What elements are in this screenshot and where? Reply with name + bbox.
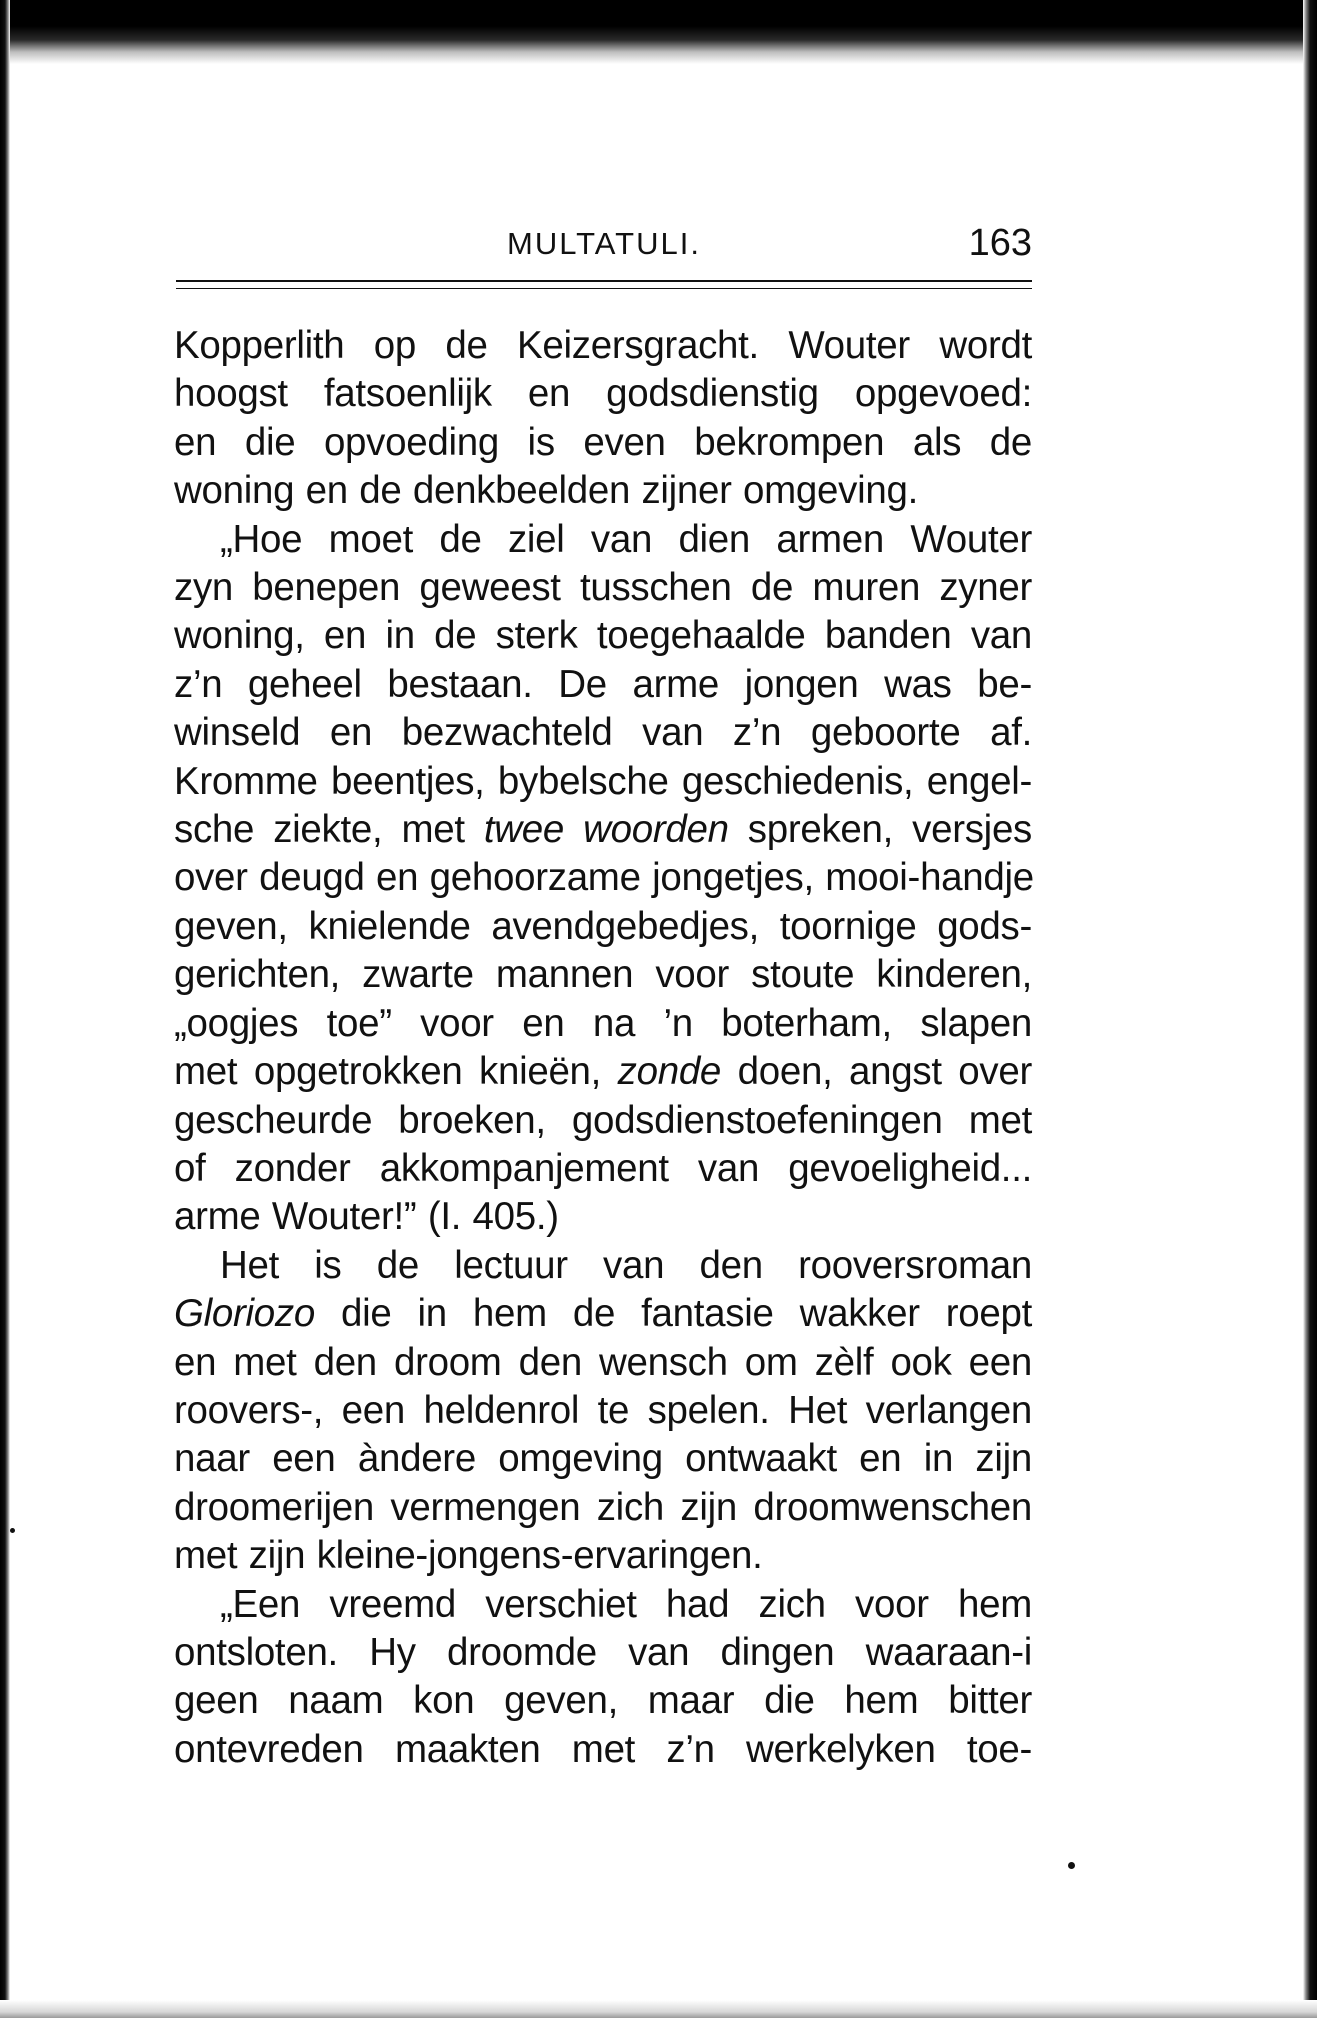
header-title: MULTATULI.	[507, 226, 701, 261]
text-line: zyn benepen geweest tusschen de muren zyner	[174, 566, 1032, 610]
page-number: 163	[968, 222, 1032, 264]
text-segment: die in hem de fantasie wakker roept	[314, 1292, 1032, 1336]
text-line: arme Wouter!” (I. 405.)	[174, 1195, 559, 1239]
text-line: over deugd en gehoorzame jongetjes, mooi-handje	[174, 856, 1034, 900]
paragraph-3	[174, 1242, 1032, 1581]
ink-speck	[1068, 1862, 1075, 1869]
text-line: met zijn kleine-jongens-ervaringen.	[174, 1534, 763, 1578]
italic-title: Gloriozo	[174, 1292, 315, 1336]
text-line: geen naam kon geven, maar die hem bitter	[174, 1679, 1032, 1723]
ink-speck	[10, 1528, 15, 1533]
text-line	[174, 806, 1032, 854]
scan-border-left	[0, 0, 10, 2018]
text-line: gescheurde broeken, godsdienstoefeningen met	[174, 1098, 1032, 1142]
text-line	[174, 1048, 1032, 1096]
paragraph-2	[174, 516, 1032, 1242]
text-line: „oogjes toe” voor en na ’n boterham, slapen	[174, 1001, 1032, 1045]
text-line: „Een vreemd verschiet had zich voor hem	[220, 1582, 1032, 1626]
text-line: Kromme beentjes, bybelsche geschiedenis, engel-	[174, 759, 1032, 803]
text-line: woning, en in de sterk toegehaalde banden van	[174, 614, 1032, 658]
body-text	[174, 322, 1032, 1774]
text-line: en die opvoeding is even bekrompen als de	[174, 420, 1032, 464]
text-line	[174, 1290, 1032, 1338]
paragraph-1	[174, 322, 1032, 516]
text-line: roovers-, een heldenrol te spelen. Het verlangen	[174, 1388, 1032, 1432]
text-line: winseld en bezwachteld van z’n geboorte af.	[174, 711, 1032, 755]
text-line: ontevreden maakten met z’n werkelyken toe-	[174, 1727, 1032, 1771]
text-line: en met den droom den wensch om zèlf ook een	[174, 1340, 1032, 1384]
text-segment: doen, angst over	[721, 1050, 1032, 1094]
running-header	[176, 222, 1032, 276]
text-line: „Hoe moet de ziel van dien armen Wouter	[220, 517, 1032, 561]
text-segment: spreken, versjes	[728, 808, 1032, 852]
scan-border-bottom	[0, 2000, 1317, 2018]
text-segment: met opgetrokken knieën,	[174, 1050, 618, 1094]
text-line: droomerijen vermengen zich zijn droomwenschen	[174, 1485, 1032, 1529]
text-line: Het is de lectuur van den rooversroman	[220, 1243, 1032, 1287]
text-line: ontsloten. Hy droomde van dingen waaraan-i	[174, 1630, 1032, 1674]
text-line: of zonder akkompanjement van gevoeligheid...	[174, 1146, 1032, 1190]
text-line: geven, knielende avendgebedjes, toornige gods-	[174, 904, 1032, 948]
italic-phrase: zonde	[617, 1050, 722, 1094]
italic-phrase: twee woorden	[483, 808, 729, 852]
header-rule	[176, 280, 1032, 289]
text-line: hoogst fatsoenlijk en godsdienstig opgevoed:	[174, 372, 1032, 416]
scan-border-right	[1303, 0, 1317, 2018]
paragraph-4	[174, 1581, 1032, 1775]
scan-border-top	[0, 0, 1317, 64]
text-line: woning en de denkbeelden zijner omgeving.	[174, 469, 918, 513]
text-line: naar een àndere omgeving ontwaakt en in zijn	[174, 1437, 1032, 1481]
text-line: z’n geheel bestaan. De arme jongen was be-	[174, 662, 1032, 706]
text-line: gerichten, zwarte mannen voor stoute kinderen,	[174, 953, 1032, 997]
text-line: Kopperlith op de Keizersgracht. Wouter wordt	[174, 324, 1032, 367]
text-segment: sche ziekte, met	[174, 808, 484, 852]
